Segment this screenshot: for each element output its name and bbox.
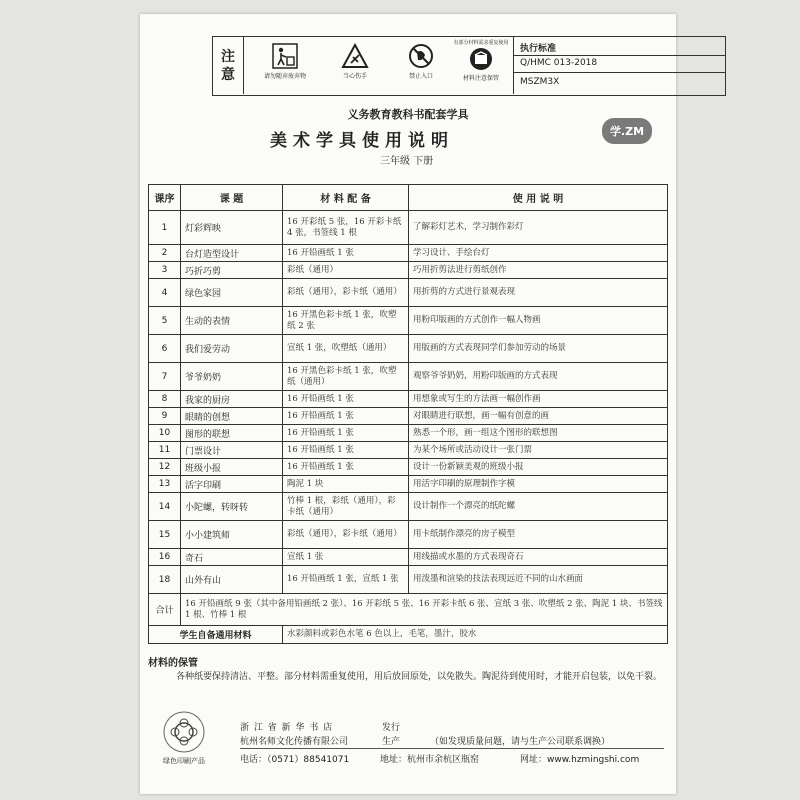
lesson-usage: 用泼墨和渲染的技法表现远近不同的山水画面	[409, 566, 668, 594]
publisher-1-role: 发行	[382, 723, 401, 733]
standard-code: Q/HMC 013-2018	[520, 58, 598, 68]
table-row	[149, 425, 668, 442]
lesson-number: 9	[149, 408, 181, 425]
lesson-number: 7	[149, 363, 181, 391]
storage-body: 各种纸要保持清洁、平整。部分材料需重复使用，用后放回原处，以免散失。陶泥待到使用时，才能开启包装，以免干裂。	[176, 672, 663, 682]
table-row	[149, 262, 668, 279]
instruction-sheet	[140, 14, 676, 794]
product-code: MSZM3X	[520, 77, 560, 87]
storage-title: 材料的保管	[148, 658, 198, 669]
publisher-1: 浙 江 省 新 华 书 店	[240, 723, 334, 733]
icon-top-text: 有部分材料需求重复使用	[453, 40, 509, 46]
lesson-materials: 彩纸（通用），彩卡纸（通用）	[283, 279, 409, 307]
table-row	[149, 335, 668, 363]
lesson-title: 小陀螺，转呀转	[181, 493, 283, 521]
self-supply-row	[149, 626, 668, 644]
lesson-title: 巧折巧剪	[181, 262, 283, 279]
lesson-materials: 16 开铅画纸 1 张	[283, 245, 409, 262]
lesson-materials: 16 开铅画纸 1 张	[283, 459, 409, 476]
lesson-usage: 用想象或写生的方法画一幅创作画	[409, 391, 668, 408]
lesson-usage: 用折剪的方式进行景观表现	[409, 279, 668, 307]
notice-title-char: 注	[221, 48, 235, 65]
total-row	[149, 594, 668, 626]
lesson-materials: 彩纸（通用）	[283, 262, 409, 279]
lesson-usage: 设计制作一个漂亮的纸陀螺	[409, 493, 668, 521]
lesson-title: 图形的联想	[181, 425, 283, 442]
lesson-title: 山外有山	[181, 566, 283, 594]
lesson-title: 门票设计	[181, 442, 283, 459]
col-header-materials: 材 料 配 备	[283, 185, 409, 211]
lesson-number: 10	[149, 425, 181, 442]
lesson-title: 眼睛的创想	[181, 408, 283, 425]
lesson-materials: 彩纸（通用），彩卡纸（通用）	[283, 521, 409, 549]
lesson-title: 我们爱劳动	[181, 335, 283, 363]
lesson-number: 6	[149, 335, 181, 363]
icon-caption: 请勿随弃废弃物	[263, 73, 306, 80]
lesson-usage: 为某个场所或活动设计一张门票	[409, 442, 668, 459]
lesson-title: 灯彩辉映	[181, 211, 283, 245]
lesson-materials: 16 开彩纸 5 张，16 开彩卡纸 4 张，书签线 1 根	[283, 211, 409, 245]
brand-badge: 学.ZM	[602, 118, 652, 144]
address: 地址：杭州市余杭区瓶窑	[380, 755, 480, 765]
lesson-materials: 竹棒 1 根，彩纸（通用），彩卡纸（通用）	[283, 493, 409, 521]
subtitle: 义务教育教科书配套学具	[347, 108, 469, 121]
footer-divider	[240, 748, 664, 749]
table-row	[149, 408, 668, 425]
lesson-usage: 用卡纸制作漂亮的房子模型	[409, 521, 668, 549]
lesson-usage: 对眼睛进行联想，画一幅有创意的画	[409, 408, 668, 425]
table-row	[149, 459, 668, 476]
lesson-materials: 16 开铅画纸 1 张	[283, 391, 409, 408]
lesson-usage: 用线描或水墨的方式表现奇石	[409, 549, 668, 566]
lesson-title: 小小建筑师	[181, 521, 283, 549]
lesson-usage: 设计一份新颖美观的班级小报	[409, 459, 668, 476]
lesson-materials: 16 开铅画纸 1 张	[283, 408, 409, 425]
website: 网址：www.hzmingshi.com	[520, 755, 640, 765]
self-supply-label: 学生自备通用材料	[149, 626, 283, 644]
warning-cut-icon	[325, 43, 385, 80]
lesson-title: 我家的厨房	[181, 391, 283, 408]
material-notice-icon	[451, 39, 511, 82]
lesson-title: 奇石	[181, 549, 283, 566]
lesson-usage: 观察爷爷奶奶，用粉印版画的方式表现	[409, 363, 668, 391]
lesson-materials: 陶泥 1 块	[283, 476, 409, 493]
lesson-number: 2	[149, 245, 181, 262]
lesson-usage: 学习设计、手绘台灯	[409, 245, 668, 262]
table-row	[149, 442, 668, 459]
table-row	[149, 391, 668, 408]
lesson-number: 16	[149, 549, 181, 566]
table-row	[149, 307, 668, 335]
quality-note: （如发现质量问题，请与生产公司联系调换）	[430, 737, 611, 747]
notice-title	[213, 37, 244, 94]
icon-caption: 当心伤手	[342, 73, 367, 80]
grade-label: 三年级 下册	[380, 156, 434, 167]
table-row	[149, 245, 668, 262]
materials-table	[148, 184, 668, 644]
lesson-materials: 16 开黑色彩卡纸 1 张，吹塑纸（通用）	[283, 363, 409, 391]
table-row	[149, 211, 668, 245]
lesson-title: 爷爷奶奶	[181, 363, 283, 391]
lesson-number: 8	[149, 391, 181, 408]
col-header-no: 课序	[149, 185, 181, 211]
total-text: 16 开铅画纸 9 张（其中备用铅画纸 2 张）、16 开彩纸 5 张、16 开彩卡纸 6 张、宣纸 3 张、吹塑纸 2 张、陶泥 1 块、书签线 1 根、竹棒 1 根	[181, 594, 668, 626]
lesson-usage: 用粉印版画的方式创作一幅人物画	[409, 307, 668, 335]
lesson-number: 18	[149, 566, 181, 594]
col-header-title: 课 题	[181, 185, 283, 211]
lesson-number: 14	[149, 493, 181, 521]
self-supply-text: 水彩颜料或彩色水笔 6 色以上，毛笔，墨汁，胶水	[283, 626, 668, 644]
table-row	[149, 279, 668, 307]
lesson-number: 3	[149, 262, 181, 279]
lesson-usage: 熟悉一个形，画一组这个图形的联想图	[409, 425, 668, 442]
standard-label: 执行标准	[520, 44, 557, 54]
notice-box	[212, 36, 726, 96]
page-title: 美术学具使用说明	[270, 131, 454, 151]
table-row	[149, 549, 668, 566]
phone-number: 电话：（0571）88541071	[240, 755, 350, 765]
lesson-number: 15	[149, 521, 181, 549]
table-row	[149, 363, 668, 391]
publisher-2-role: 生产	[382, 737, 401, 747]
lesson-title: 班级小报	[181, 459, 283, 476]
standard-box	[513, 37, 725, 94]
lesson-usage: 用活字印刷的原理制作字模	[409, 476, 668, 493]
lesson-title: 活字印刷	[181, 476, 283, 493]
lesson-materials: 宣纸 1 张	[283, 549, 409, 566]
col-header-usage: 使 用 说 明	[409, 185, 668, 211]
lesson-number: 13	[149, 476, 181, 493]
green-print-icon	[162, 710, 206, 754]
icon-caption: 禁止入口	[408, 73, 433, 80]
lesson-number: 12	[149, 459, 181, 476]
lesson-number: 11	[149, 442, 181, 459]
lesson-materials: 16 开铅画纸 1 张	[283, 442, 409, 459]
lesson-materials: 16 开铅画纸 1 张，宣纸 1 张	[283, 566, 409, 594]
lesson-materials: 16 开黑色彩卡纸 1 张，吹塑纸 2 张	[283, 307, 409, 335]
lesson-title: 生动的表情	[181, 307, 283, 335]
table-header-row	[149, 185, 668, 211]
lesson-title: 绿色家园	[181, 279, 283, 307]
logo-caption: 绿色印刷产品	[163, 757, 205, 765]
lesson-usage: 了解彩灯艺术，学习制作彩灯	[409, 211, 668, 245]
lesson-usage: 巧用折剪法进行剪纸创作	[409, 262, 668, 279]
total-label: 合计	[149, 594, 181, 626]
table-row	[149, 476, 668, 493]
table-row	[149, 521, 668, 549]
no-mouth-icon	[391, 43, 451, 80]
notice-title-char: 意	[221, 66, 235, 83]
lesson-title: 台灯造型设计	[181, 245, 283, 262]
lesson-materials: 16 开铅画纸 1 张	[283, 425, 409, 442]
icon-caption: 材料注意保管	[462, 75, 499, 82]
table-row	[149, 566, 668, 594]
dispose-waste-icon	[255, 43, 315, 80]
green-print-logo	[150, 710, 218, 766]
lesson-materials: 宣纸 1 张，吹塑纸（通用）	[283, 335, 409, 363]
publisher-2: 杭州名师文化传播有限公司	[240, 737, 349, 747]
lesson-number: 1	[149, 211, 181, 245]
lesson-number: 5	[149, 307, 181, 335]
lesson-number: 4	[149, 279, 181, 307]
lesson-usage: 用版画的方式表现同学们参加劳动的场景	[409, 335, 668, 363]
table-row	[149, 493, 668, 521]
